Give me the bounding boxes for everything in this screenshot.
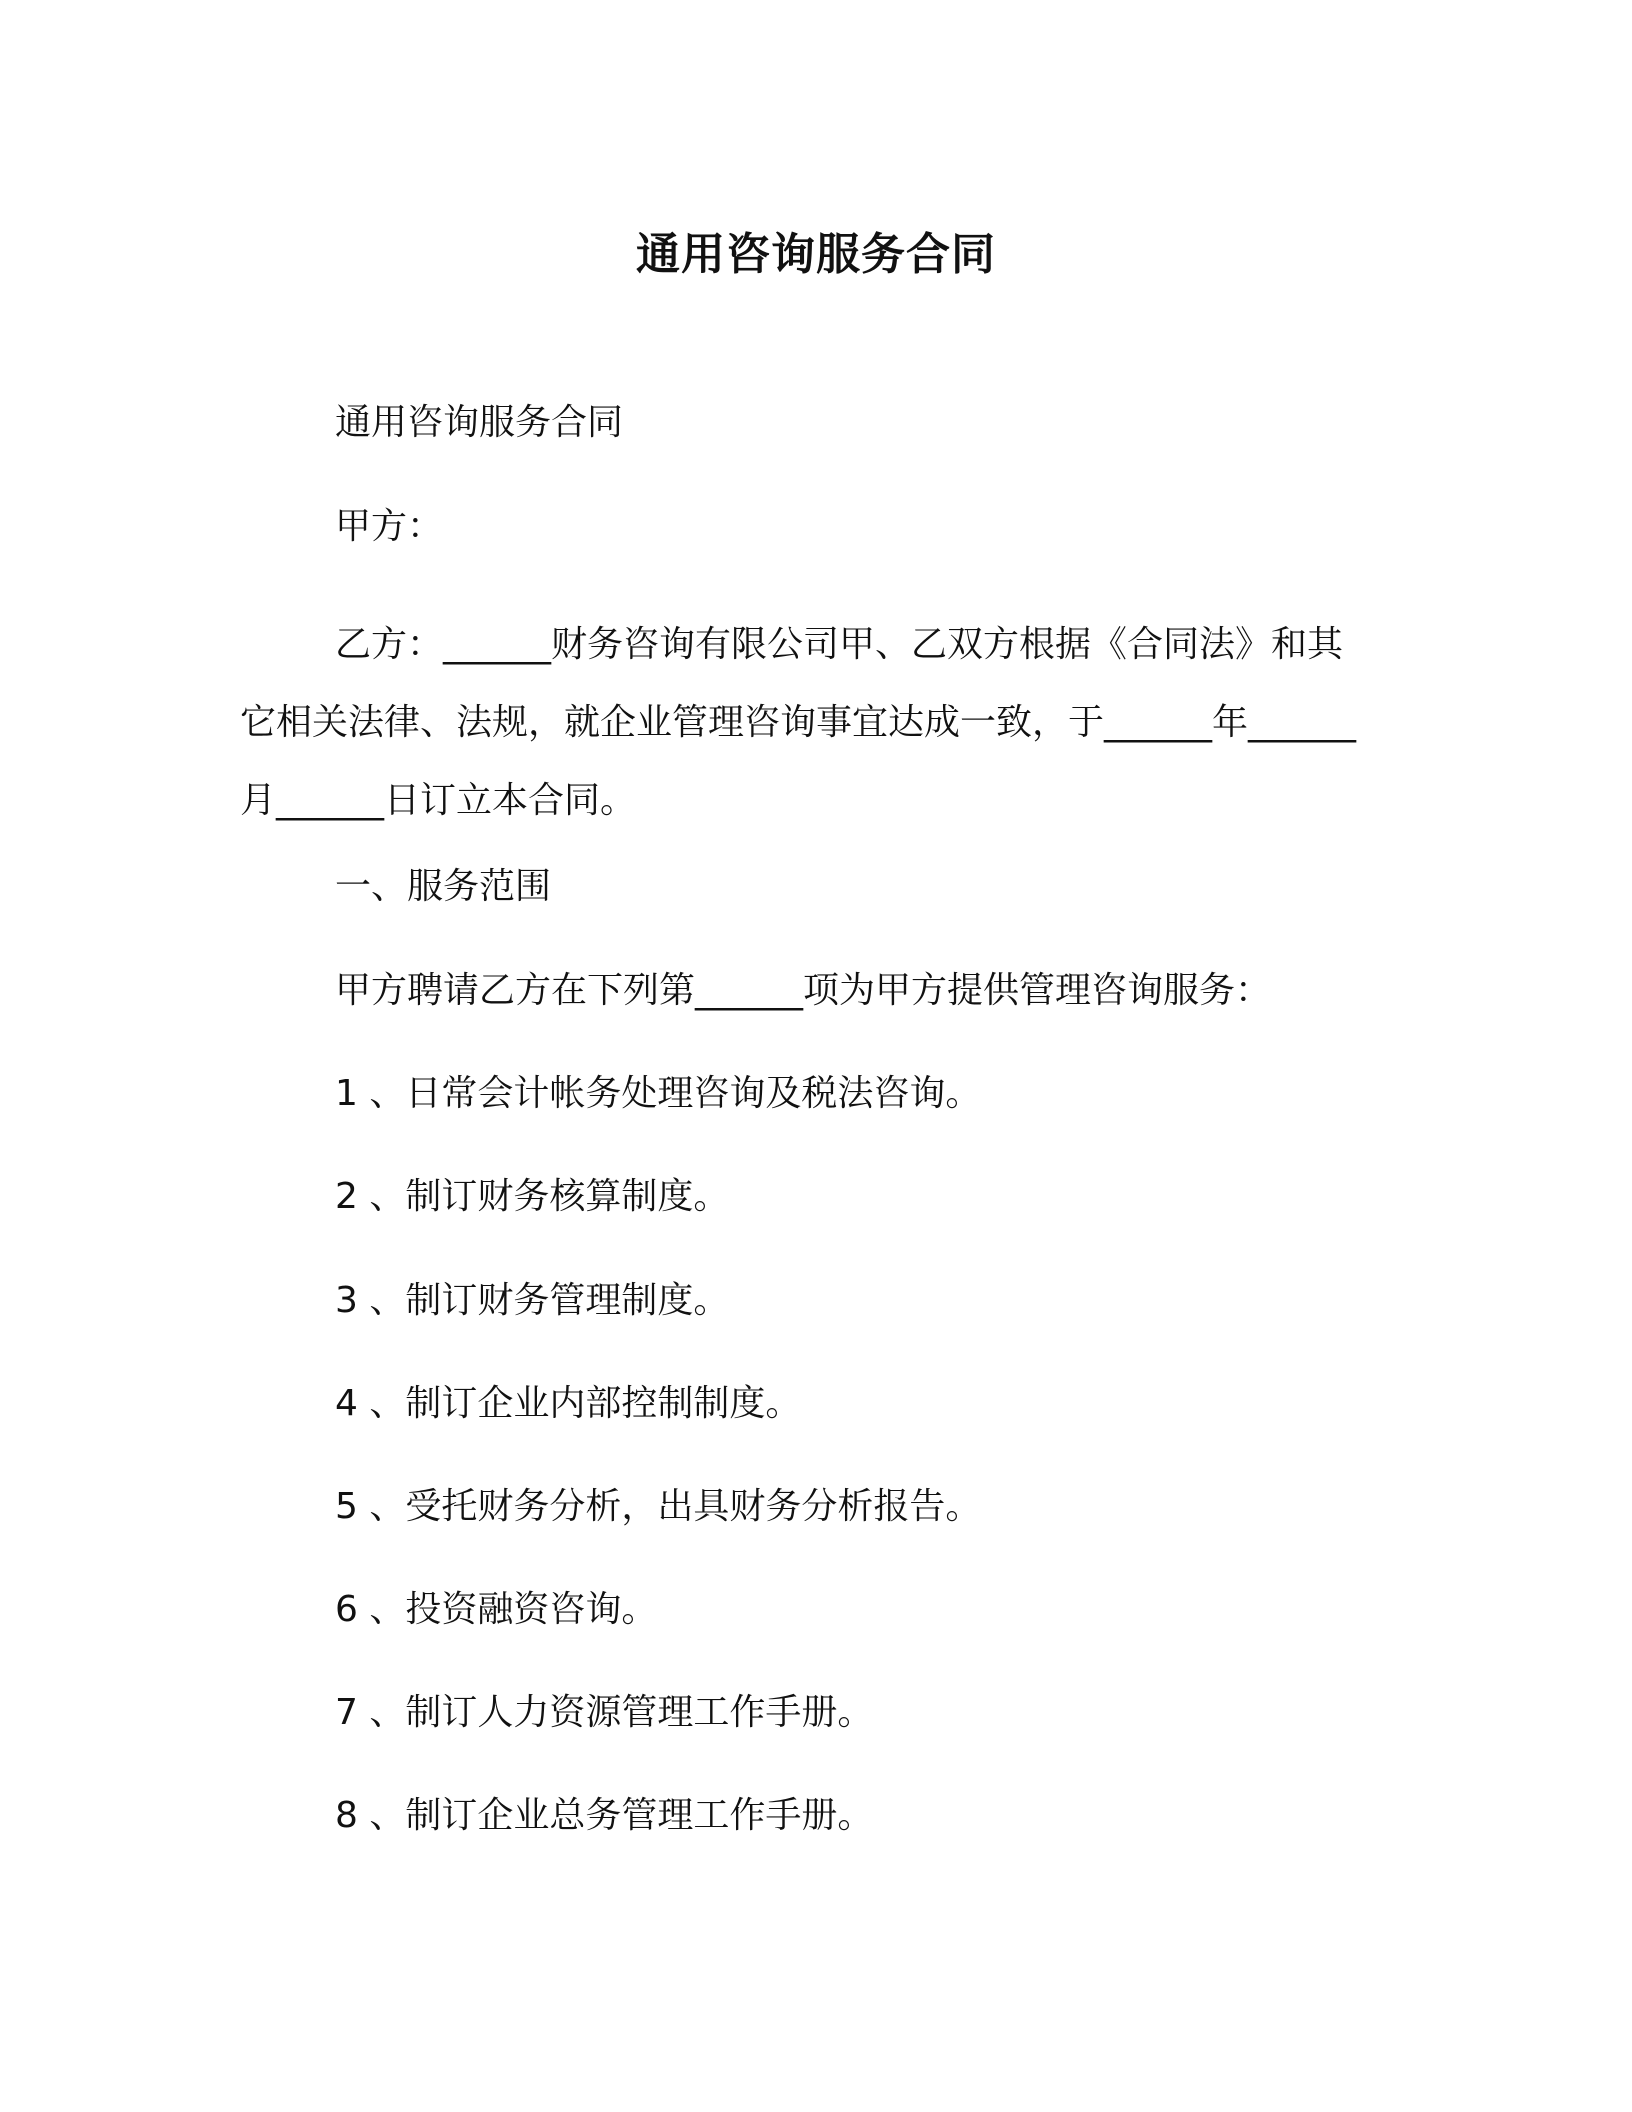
party-a-label: 甲方： bbox=[335, 506, 444, 547]
list-item: 3 、制订财务管理制度。 bbox=[335, 1280, 730, 1321]
contract-subtitle: 通用咨询服务合同 bbox=[335, 402, 624, 443]
list-item: 5 、受托财务分析，出具财务分析报告。 bbox=[335, 1486, 982, 1527]
list-item: 7 、制订人力资源管理工作手册。 bbox=[335, 1692, 874, 1733]
list-item: 6 、投资融资咨询。 bbox=[335, 1589, 658, 1630]
document-title: 通用咨询服务合同 bbox=[636, 229, 996, 280]
list-item: 2 、制订财务核算制度。 bbox=[335, 1176, 730, 1217]
section-heading-service-scope: 一、服务范围 bbox=[335, 866, 552, 907]
list-item: 4 、制订企业内部控制制度。 bbox=[335, 1383, 802, 1424]
party-b-paragraph: 乙方：______财务咨询有限公司甲、乙双方根据《合同法》和其它相关法律、法规，就企业管理咨询事宜达成一致，于______年______月______日订立本合同。 bbox=[240, 624, 1357, 821]
list-item: 1 、日常会计帐务处理咨询及税法咨询。 bbox=[335, 1073, 982, 1114]
service-scope-intro: 甲方聘请乙方在下列第______项为甲方提供管理咨询服务： bbox=[335, 970, 1272, 1011]
list-item: 8 、制订企业总务管理工作手册。 bbox=[335, 1795, 874, 1836]
